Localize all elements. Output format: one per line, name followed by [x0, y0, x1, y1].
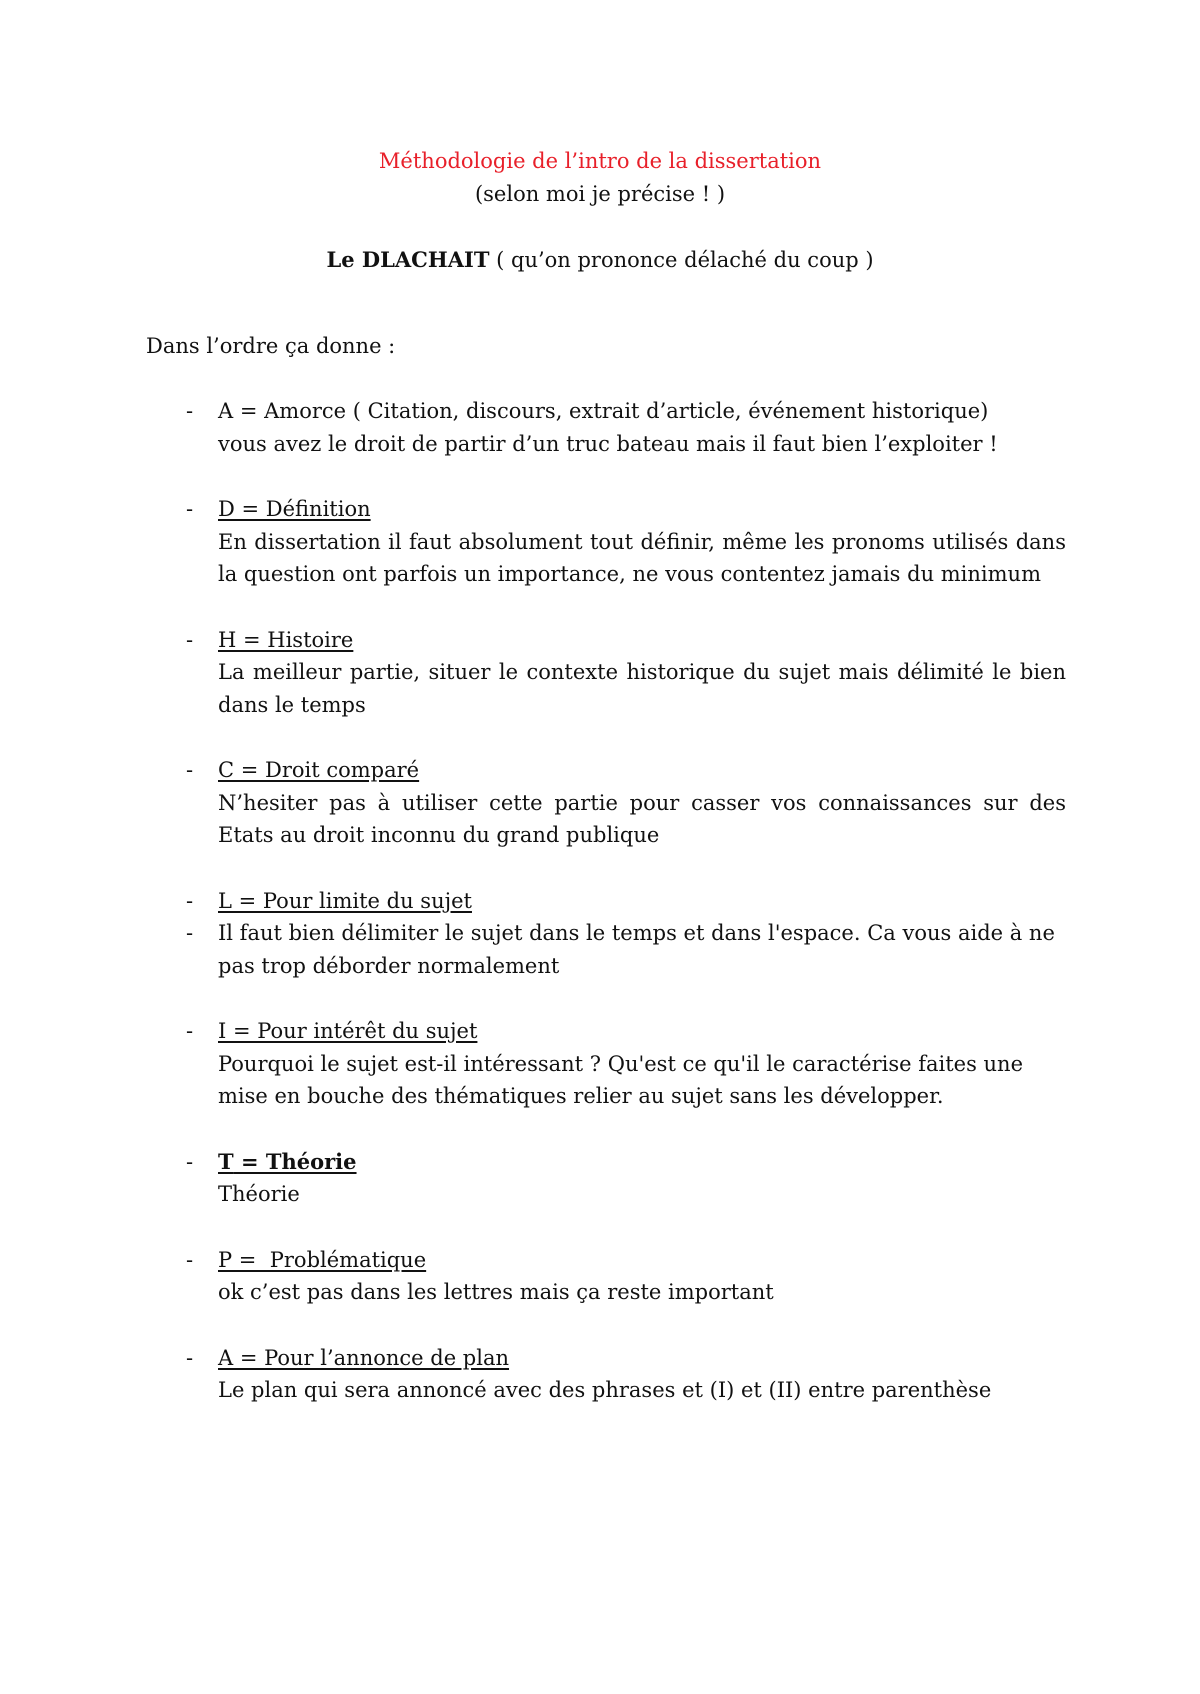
item-label-limite: L = Pour limite du sujet: [218, 888, 472, 913]
list-item-amorce: [146, 395, 1066, 460]
heading-acronym: Le DLACHAIT: [326, 247, 490, 272]
list-dash: -: [186, 1345, 194, 1370]
heading-note: ( qu’on prononce délaché du coup ): [489, 248, 874, 272]
intro-text: Dans l’ordre ça donne :: [146, 334, 396, 358]
item-label-theorie-letter: T: [218, 1148, 234, 1174]
list-dash: -: [186, 1149, 194, 1174]
list-item-interet: [146, 1015, 1066, 1113]
item-label-definition: D = Définition: [218, 497, 371, 521]
document-title: Méthodologie de l’intro de la dissertation: [378, 149, 822, 173]
item-label-interet: I = Pour intérêt du sujet: [218, 1019, 478, 1043]
item-desc-histoire: La meilleur partie, situer le contexte historique du sujet mais délimité le bien dans le temps: [218, 660, 1066, 717]
dlachait-list: [146, 395, 1066, 1440]
list-dash: -: [186, 758, 194, 782]
item-desc-annonce-plan: Le plan qui sera annoncé avec des phrases et (I) et (II) entre parenthèse: [218, 1378, 992, 1402]
list-dash: -: [186, 1247, 194, 1272]
item-desc-definition: En dissertation il faut absolument tout définir, même les pronoms utilisés dans la question ont parfois un importance, ne vous contentez jamais du minimum: [218, 529, 1066, 586]
item-label-droit-compare: C = Droit comparé: [218, 758, 420, 782]
item-desc-limite: Il faut bien délimiter le sujet dans le temps et dans l'espace. Ca vous aide à ne pas trop déborder normalement: [218, 921, 1055, 978]
list-item-histoire: [146, 624, 1066, 722]
list-dash: -: [186, 888, 194, 913]
list-item-annonce-plan: [146, 1342, 1066, 1407]
item-desc-amorce: vous avez le droit de partir d’un truc bateau mais il faut bien l’exploiter !: [218, 431, 998, 456]
list-dash: -: [186, 1019, 194, 1043]
item-label-theorie: = Théorie: [233, 1148, 357, 1174]
list-dash: -: [186, 497, 194, 521]
list-dash: -: [186, 627, 194, 652]
document-subtitle: (selon moi je précise ! ): [474, 182, 726, 206]
list-dash: -: [186, 921, 194, 945]
list-item-droit-compare: [146, 754, 1066, 852]
item-desc-interet: Pourquoi le sujet est-il intéressant ? Qu'est ce qu'il le caractérise faites une mise en bouche des thématiques relier au sujet sans les développer.: [218, 1051, 1024, 1108]
list-item-definition: [146, 493, 1066, 591]
item-desc-problematique: ok c’est pas dans les lettres mais ça reste important: [218, 1280, 774, 1304]
list-dash: -: [186, 399, 194, 423]
document-heading: [0, 244, 1200, 276]
list-item-problematique: [146, 1244, 1066, 1309]
item-label-amorce: A = Amorce ( Citation, discours, extrait d’article, événement historique): [218, 399, 989, 423]
item-label-problematique: P = Problématique: [218, 1247, 427, 1272]
list-item-theorie: [146, 1146, 1066, 1211]
item-desc-theorie: Théorie: [218, 1182, 300, 1206]
list-item-limite: [146, 885, 1066, 983]
item-label-annonce-plan: A = Pour l’annonce de plan: [218, 1345, 510, 1370]
item-label-histoire: H = Histoire: [218, 627, 354, 652]
item-desc-droit-compare: N’hesiter pas à utiliser cette partie pour casser vos connaissances sur des Etats au droit inconnu du grand publique: [218, 790, 1066, 847]
